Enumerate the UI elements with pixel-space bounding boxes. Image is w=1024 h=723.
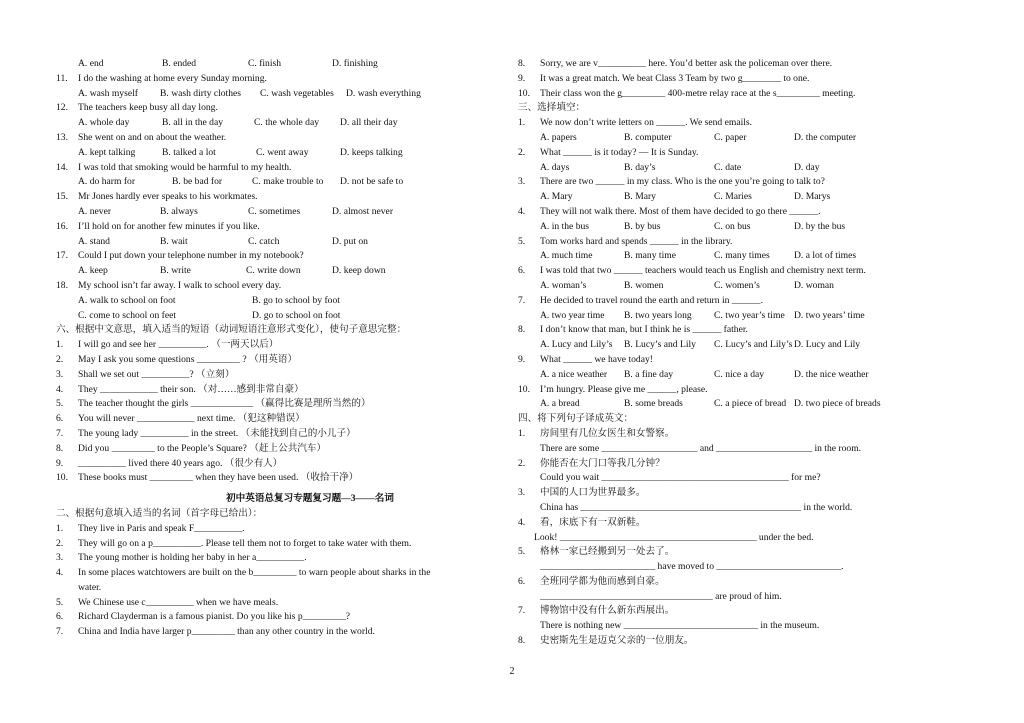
continuation-line: ________________________ have moved to __________________________. [540, 561, 844, 573]
continuation-line: There is nothing new ____________________________ in the museum. [540, 620, 820, 632]
question-text: The young mother is holding her baby in her a__________. [78, 552, 307, 564]
question-text: Tom works hard and spends ______ in the library. [540, 235, 733, 247]
question-number: 7. [56, 427, 64, 439]
question-text: It was a great match. We beat Class 3 Team by two g________ to one. [540, 72, 810, 84]
option: C. women’s [714, 279, 760, 291]
question-text: I do the washing at home every Sunday morning. [78, 72, 267, 84]
question-number: 8. [56, 442, 64, 454]
question-text: What ______ we have today! [540, 353, 653, 365]
question-number: 16. [56, 220, 68, 232]
question-text: Shall we set out __________? （立刻） [78, 368, 235, 380]
question-line [518, 486, 910, 501]
question-text: I don’t know that man, but I think he is ______ father. [540, 324, 748, 336]
option: A. wash myself [78, 87, 138, 99]
question-text: 史密斯先生是迈克父亲的一位朋友。 [540, 635, 694, 647]
question-number: 7. [518, 294, 526, 306]
question-text: Mr Jones hardly ever speaks to his workmates. [78, 191, 258, 203]
option: D. not be safe to [340, 176, 404, 188]
section-heading: 二、根据句意填入适当的名词（首字母已给出）： [56, 507, 263, 519]
question-line [518, 353, 910, 368]
question-number: 9. [56, 457, 64, 469]
question-line [518, 457, 910, 472]
option: C. paper [714, 131, 747, 143]
question-number: 4. [518, 205, 526, 217]
question-text: 中国的人口为世界最多。 [540, 487, 646, 499]
question-text: China and India have larger p_________ than any other country in the world. [78, 626, 375, 638]
question-text: They live in Paris and speak F__________. [78, 522, 245, 534]
option: C. Lucy’s and Lily’s [714, 339, 793, 351]
question-number: 17. [56, 250, 68, 262]
question-text: The teachers keep busy all day long. [78, 102, 218, 114]
option: B. day’s [624, 161, 656, 173]
question-line [56, 427, 504, 442]
option: A. papers [540, 131, 577, 143]
question-line [518, 516, 910, 531]
answer-options [518, 397, 910, 412]
question-line [56, 596, 504, 611]
question-number: 3. [56, 552, 64, 564]
question-line [518, 634, 910, 649]
option: D. day [794, 161, 820, 173]
option: D. keep down [332, 265, 386, 277]
option: C. finish [248, 58, 282, 69]
question-number: 10. [518, 383, 530, 395]
option: D. wash everything [346, 87, 421, 99]
question-line [56, 383, 504, 398]
option: C. write down [246, 265, 301, 277]
option: A. never [78, 205, 112, 217]
section-title: 初中英语总复习专题复习题—3——名词 [226, 493, 394, 505]
option: C. wash vegetables [260, 87, 334, 99]
option: B. some breads [624, 398, 683, 410]
question-line [56, 368, 504, 383]
question-number: 1. [56, 339, 64, 351]
question-text: 看，床底下有一双新鞋。 [540, 516, 646, 528]
option: B. a fine day [624, 368, 674, 380]
option: A. days [540, 161, 570, 173]
question-line [518, 545, 910, 560]
question-number: 9. [518, 72, 526, 84]
question-line [56, 457, 504, 472]
question-number: 4. [518, 516, 526, 528]
option: C. two year’s time [714, 309, 785, 321]
answer-options [518, 279, 910, 294]
question-number: 10. [518, 87, 530, 99]
option: D. all their day [340, 117, 398, 129]
question-line [56, 610, 504, 625]
option: B. ended [162, 58, 197, 69]
question-text: These books must _________ when they have been used. （收拾干净） [78, 472, 359, 484]
question-line [56, 537, 504, 552]
option: D. two piece of breads [794, 398, 881, 410]
option: A. keep [78, 265, 108, 277]
question-line [518, 383, 910, 398]
question-line [56, 101, 504, 116]
question-text: We now don’t write letters on ______. We send emails. [540, 117, 753, 129]
option: B. computer [624, 131, 672, 143]
question-number: 2. [518, 457, 526, 469]
question-text: I’m hungry. Please give me ______, please. [540, 383, 708, 395]
option: A. Mary [540, 191, 573, 203]
question-number: 5. [56, 596, 64, 608]
answer-options [518, 368, 910, 383]
question-number: 7. [518, 605, 526, 617]
question-text: 全班同学都为他而感到自豪。 [540, 575, 665, 587]
option: D. Lucy and Lily [794, 339, 861, 351]
left-column [56, 57, 504, 640]
question-number: 1. [518, 117, 526, 129]
option: D. almost never [332, 205, 394, 217]
question-line [56, 279, 504, 294]
option: D. finishing [332, 58, 378, 69]
question-number: 11. [56, 72, 68, 84]
option: A. two year time [540, 309, 605, 321]
answer-options [56, 87, 504, 102]
question-number: 9. [518, 353, 526, 365]
option: B. wait [160, 235, 188, 247]
option: B. by bus [624, 220, 661, 232]
option: B. always [160, 205, 198, 217]
option: A. in the bus [540, 220, 590, 232]
question-text: 格林一家已经搬到另一处去了。 [540, 546, 675, 558]
option: C. date [714, 161, 742, 173]
question-number: 4. [56, 383, 64, 395]
question-number: 5. [518, 235, 526, 247]
question-line [56, 72, 504, 87]
question-number: 10. [56, 472, 68, 484]
option: A. do harm for [78, 176, 136, 188]
option: C. nice a day [714, 368, 765, 380]
option: B. wash dirty clothes [160, 87, 242, 99]
question-text: I was told that two ______ teachers would teach us English and chemistry next term. [540, 265, 866, 277]
answer-options [56, 175, 504, 190]
question-number: 13. [56, 131, 68, 143]
option: A. walk to school on foot [78, 294, 176, 306]
question-text: The teacher thought the girls _____________ （赢得比赛是理所当然的） [78, 398, 371, 410]
question-text: My school isn’t far away. I walk to school every day. [78, 279, 282, 291]
option: A. kept talking [78, 146, 136, 158]
question-text: 你能否在大门口等我几分钟？ [540, 457, 665, 469]
page-number: 2 [509, 666, 515, 677]
question-text: What ______ is it today? — It is Sunday. [540, 146, 699, 158]
question-text: We Chinese use c__________ when we have meals. [78, 596, 279, 608]
option: D. go to school on foot [252, 309, 341, 321]
question-text: Their class won the g_________ 400-metre relay race at the s_________ meeting. [540, 87, 856, 99]
question-text: 博物馆中没有什么新东西展出。 [540, 605, 675, 617]
question-text: __________ lived there 40 years ago. （很少有人） [78, 457, 283, 469]
answer-options [518, 220, 910, 235]
question-number: 3. [56, 368, 64, 380]
option: C. on bus [714, 220, 751, 232]
question-line [56, 190, 504, 205]
question-text: He decided to travel round the earth and return in ______. [540, 294, 763, 306]
question-number: 5. [56, 398, 64, 410]
option: C. sometimes [248, 205, 301, 217]
option: B. two years long [624, 309, 692, 321]
option: C. a piece of bread [714, 398, 787, 410]
option: A. whole day [78, 117, 130, 129]
question-text: They will not walk there. Most of them have decided to go there ______. [540, 205, 821, 217]
option: B. be bad for [172, 176, 223, 188]
option: B. talked a lot [162, 146, 216, 158]
option: B. Lucy’s and Lily [624, 339, 696, 351]
answer-options [56, 294, 504, 309]
question-text: Richard Clayderman is a famous pianist. Do you like his p_________? [78, 611, 351, 623]
question-text: May I ask you some questions _________ ? （用英语） [78, 353, 298, 365]
option: D. keeps talking [340, 146, 403, 158]
question-text: Did you _________ to the People’s Square? （赶上公共汽车） [78, 442, 327, 454]
question-text: I will go and see her __________. （一两天以后） [78, 339, 279, 351]
question-number: 2. [56, 353, 64, 365]
question-line [518, 146, 910, 161]
continuation-line: ____________________________________ are proud of him. [540, 590, 782, 602]
continuation-line: water. [78, 581, 102, 593]
question-line [56, 353, 504, 368]
option: C. many times [714, 250, 770, 262]
question-text: There are two ______ in my class. Who is the one you’re going to talk to? [540, 176, 825, 188]
question-number: 4. [56, 567, 64, 579]
question-number: 15. [56, 191, 68, 203]
question-number: 3. [518, 487, 526, 499]
option: C. the whole day [254, 117, 320, 129]
option: B. all in the day [162, 117, 224, 129]
question-text: I was told that smoking would be harmful to my health. [78, 161, 292, 173]
question-line [56, 161, 504, 176]
question-text: I’ll hold on for another few minutes if you like. [78, 220, 260, 232]
question-number: 6. [518, 575, 526, 587]
option: D. woman [794, 279, 834, 291]
answer-options [56, 116, 504, 131]
question-line [518, 87, 910, 102]
question-line [56, 625, 504, 640]
question-line [56, 412, 504, 427]
question-line [518, 575, 910, 590]
answer-options [56, 57, 504, 72]
question-line [56, 249, 504, 264]
option: D. put on [332, 235, 368, 247]
question-number: 18. [56, 279, 68, 291]
question-line [518, 57, 910, 72]
option: B. women [624, 279, 664, 291]
option: A. a nice weather [540, 368, 608, 380]
option: D. the nice weather [794, 368, 869, 380]
option: D. two years’ time [794, 309, 865, 321]
option: A. woman’s [540, 279, 587, 291]
option: D. Marys [794, 191, 831, 203]
question-line [518, 72, 910, 87]
question-line [56, 442, 504, 457]
question-line [56, 397, 504, 412]
option: C. make trouble to [252, 176, 324, 188]
answer-options [56, 146, 504, 161]
question-text: In some places watchtowers are built on the b_________ to warn people about sharks in the [78, 567, 431, 579]
answer-options [56, 205, 504, 220]
option: D. the computer [794, 131, 857, 143]
answer-options [56, 264, 504, 279]
option: C. come to school on feet [78, 309, 177, 321]
answer-options [56, 309, 504, 324]
section-heading: 六、根据中文意思，填入适当的短语（动词短语注意形式变化），使句子意思完整： [56, 324, 407, 336]
option: C. Maries [714, 191, 752, 203]
option: B. many time [624, 250, 676, 262]
question-line [56, 338, 504, 353]
option: C. catch [248, 235, 280, 247]
right-column [518, 57, 910, 649]
continuation-line: Could you wait _______________________________________ for me? [540, 472, 821, 484]
question-number: 8. [518, 324, 526, 336]
question-number: 6. [56, 413, 64, 425]
question-line [518, 264, 910, 279]
option: A. stand [78, 235, 110, 247]
question-number: 1. [518, 427, 526, 439]
question-number: 12. [56, 102, 68, 114]
answer-options [56, 235, 504, 250]
question-number: 2. [56, 537, 64, 549]
question-text: They ____________ their son. （对……感到非常自豪） [78, 383, 304, 395]
question-text: She went on and on about the weather. [78, 131, 227, 143]
question-line [518, 235, 910, 250]
section-heading: 三、选择填空： [518, 102, 586, 114]
question-text: Could I put down your telephone number in my notebook? [78, 250, 304, 262]
question-text: 房间里有几位女医生和女警察。 [540, 427, 675, 439]
question-text: The young lady __________ in the street. （未能找到自己的小儿子） [78, 427, 356, 439]
question-line [518, 427, 910, 442]
question-number: 3. [518, 176, 526, 188]
question-number: 1. [56, 522, 64, 534]
question-line [518, 175, 910, 190]
option: D. a lot of times [794, 250, 857, 262]
answer-options [518, 161, 910, 176]
answer-options [518, 249, 910, 264]
continuation-line: Look! _________________________________________ under the bed. [534, 531, 814, 543]
question-line [56, 471, 504, 486]
question-number: 8. [518, 635, 526, 647]
option: B. write [160, 265, 191, 277]
question-line [56, 220, 504, 235]
question-line [518, 604, 910, 619]
question-text: Sorry, we are v__________ here. You’d better ask the policeman over there. [540, 58, 833, 69]
question-number: 7. [56, 626, 64, 638]
continuation-line: There are some ____________________ and ____________________ in the room. [540, 442, 862, 454]
answer-options [518, 309, 910, 324]
question-number: 14. [56, 161, 68, 173]
option: A. Lucy and Lily’s [540, 339, 613, 351]
question-line [56, 522, 504, 537]
question-number: 2. [518, 146, 526, 158]
question-line [518, 294, 910, 309]
question-text: They will go on a p__________. Please tell them not to forget to take water with them. [78, 537, 412, 549]
question-line [56, 566, 504, 581]
option: A. a bread [540, 398, 580, 410]
option: C. went away [256, 146, 309, 158]
option: A. much time [540, 250, 593, 262]
question-number: 8. [518, 58, 526, 69]
question-number: 6. [56, 611, 64, 623]
question-line [56, 551, 504, 566]
question-line [518, 323, 910, 338]
question-text: You will never ____________ next time. （犯这种错误） [78, 413, 305, 425]
question-line [56, 131, 504, 146]
option: A. end [78, 58, 104, 69]
question-number: 5. [518, 546, 526, 558]
option: B. go to school by foot [252, 294, 340, 306]
question-line [518, 116, 910, 131]
question-number: 6. [518, 265, 526, 277]
answer-options [518, 190, 910, 205]
question-line [518, 205, 910, 220]
answer-options [518, 131, 910, 146]
option: B. Mary [624, 191, 656, 203]
answer-options [518, 338, 910, 353]
section-heading: 四、将下列句子译成英文： [518, 413, 634, 425]
option: D. by the bus [794, 220, 846, 232]
continuation-line: China has ______________________________________________ in the world. [540, 501, 853, 513]
